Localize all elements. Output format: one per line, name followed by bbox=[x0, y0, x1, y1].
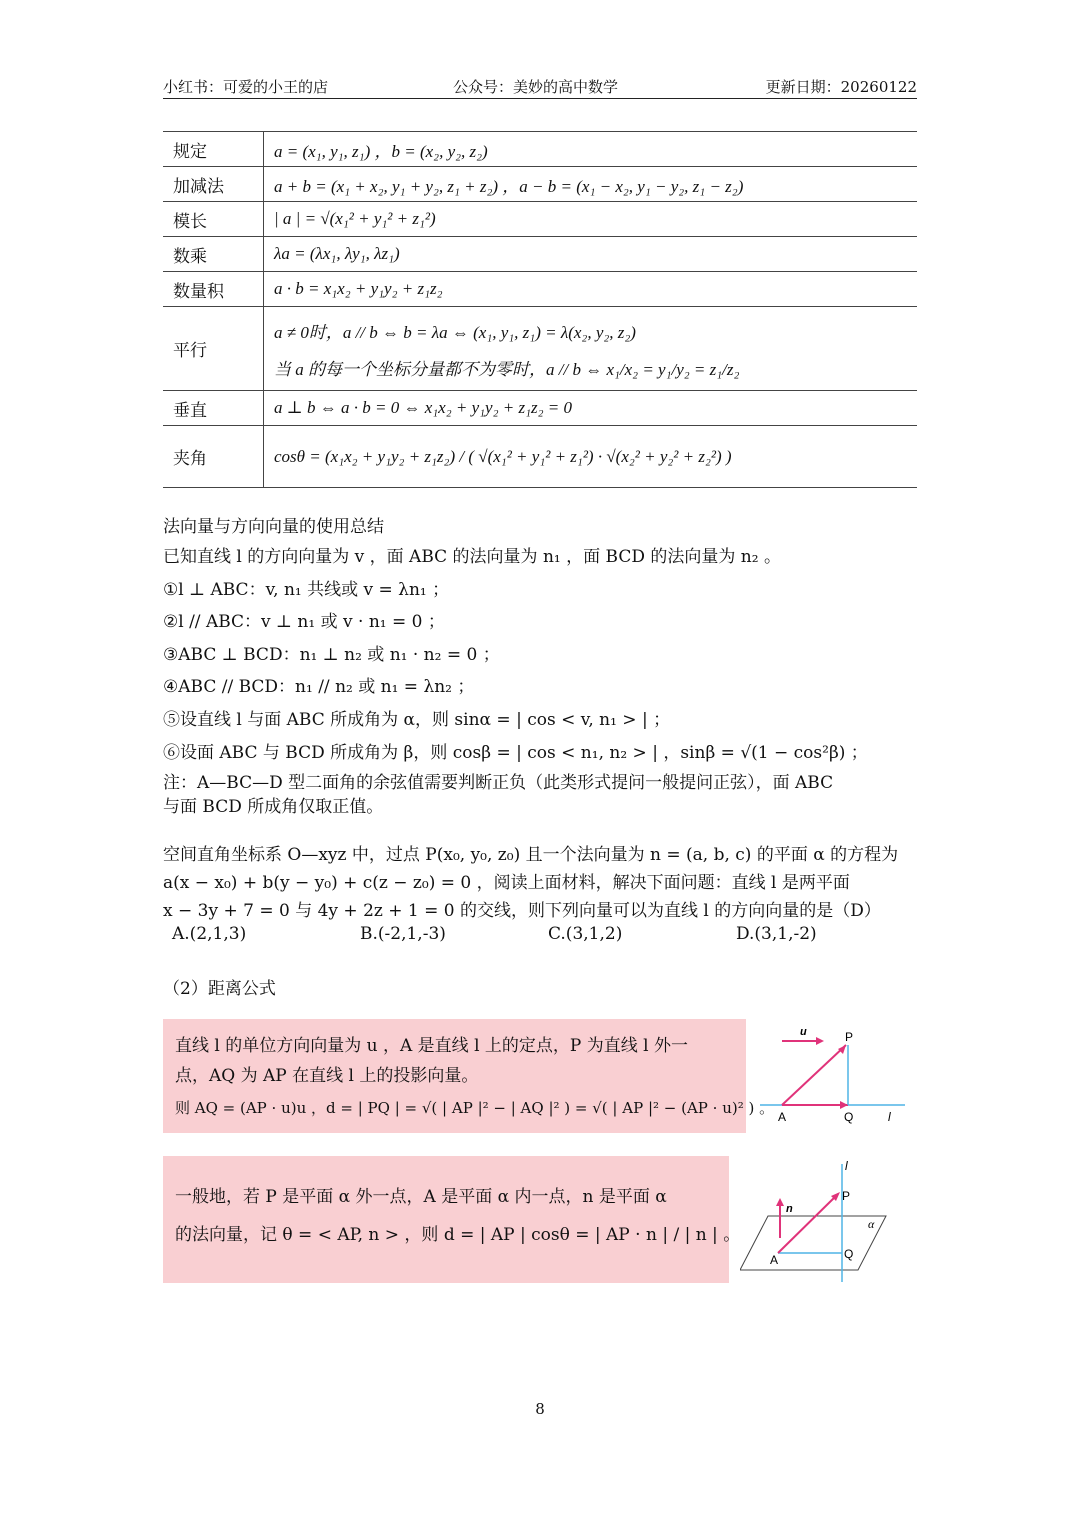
label-q: Q bbox=[844, 1110, 854, 1124]
distance-plane-box bbox=[163, 1156, 741, 1283]
plane-distance-figure bbox=[740, 1158, 890, 1283]
row-formula: a ⊥ b ⇔ a · b = 0 ⇔ x₁x₂ + y₁y₂ + z₁z₂ = 0 bbox=[264, 391, 918, 426]
table-row bbox=[163, 272, 917, 307]
row-formula: cosθ = (x₁x₂ + y₁y₂ + z₁z₂) / ( √(x₁² + y₁² + z₁²) · √(x₂² + y₂² + z₂²) ) bbox=[264, 426, 918, 488]
summary-note: 与面 BCD 所成角仅取正值。 bbox=[163, 797, 384, 817]
header-right: 更新日期：20260122 bbox=[765, 78, 917, 96]
table-row bbox=[163, 237, 917, 272]
row-key: 模长 bbox=[163, 202, 264, 237]
formula-table bbox=[163, 131, 917, 488]
section-title: （2）距离公式 bbox=[163, 979, 276, 999]
summary-item: ②l // ABC：v ⊥ n₁ 或 v · n₁ = 0 ； bbox=[163, 612, 445, 632]
summary-item: ③ABC ⊥ BCD：n₁ ⊥ n₂ 或 n₁ · n₂ = 0 ； bbox=[163, 645, 500, 665]
option-b: B.(-2,1,-3) bbox=[360, 924, 446, 944]
option-a: A.(2,1,3) bbox=[172, 924, 247, 944]
option-c: C.(3,1,2) bbox=[548, 924, 623, 944]
row-key: 规定 bbox=[163, 132, 264, 167]
row-formula: a = (x₁, y₁, z₁) ，b = (x₂, y₂, z₂) bbox=[264, 132, 918, 167]
label-q: Q bbox=[844, 1247, 854, 1261]
summary-item: ⑥设面 ABC 与 BCD 所成角为 β，则 cosβ = | cos < n₁, n₂ > | ，sinβ = √(1 − cos²β) ； bbox=[163, 743, 868, 763]
page-header bbox=[163, 76, 917, 99]
row-formula: a · b = x₁x₂ + y₁y₂ + z₁z₂ bbox=[264, 272, 918, 307]
table-row bbox=[163, 132, 917, 167]
table-row bbox=[163, 426, 917, 488]
summary-note: 注：A—BC—D 型二面角的余弦值需要判断正负（此类形式提问一般提问正弦），面 ABC bbox=[163, 773, 834, 793]
summary-item: ①l ⊥ ABC：v, n₁ 共线或 v = λn₁ ； bbox=[163, 580, 450, 600]
problem-line: 空间直角坐标系 O—xyz 中，过点 P(x₀, y₀, z₀) 且一个法向量为 n = (a, b, c) 的平面 α 的方程为 bbox=[163, 845, 899, 865]
row-formula bbox=[264, 307, 918, 391]
line-distance-figure bbox=[760, 1025, 910, 1130]
summary-intro: 已知直线 l 的方向向量为 v ，面 ABC 的法向量为 n₁ ，面 BCD 的法向量为 n₂ 。 bbox=[163, 547, 781, 567]
table-row bbox=[163, 307, 917, 391]
label-a: A bbox=[770, 1253, 779, 1267]
problem-line: x − 3y + 7 = 0 与 4y + 2z + 1 = 0 的交线，则下列向量可以为直线 l 的方向向量的是（D） bbox=[163, 901, 881, 921]
box-line: 点，AQ 为 AP 在直线 l 上的投影向量。 bbox=[175, 1066, 479, 1086]
row-key: 加减法 bbox=[163, 167, 264, 202]
label-l: l bbox=[845, 1159, 848, 1173]
box-line: 的法向量，记 θ = < AP, n > ，则 d = | AP | cosθ = | AP · n | / | n | 。 bbox=[175, 1225, 741, 1245]
row-formula: a + b = (x₁ + x₂, y₁ + y₂, z₁ + z₂) ，a − b = (x₁ − x₂, y₁ − y₂, z₁ − z₂) bbox=[264, 167, 918, 202]
summary-item: ⑤设直线 l 与面 ABC 所成角为 α，则 sinα = | cos < v, n₁ > | ； bbox=[163, 710, 671, 730]
label-l: l bbox=[888, 1110, 891, 1124]
parallel-line-2: 当 a 的每一个坐标分量都不为零时，a // b ⇔ x₁/x₂ = y₁/y₂ = z₁/z₂ bbox=[274, 359, 740, 379]
distance-line-box bbox=[163, 1019, 775, 1133]
summary-title: 法向量与方向向量的使用总结 bbox=[163, 517, 384, 537]
table-row bbox=[163, 202, 917, 237]
label-p: P bbox=[845, 1030, 854, 1044]
label-u: u bbox=[800, 1026, 807, 1038]
arrowhead bbox=[840, 1101, 848, 1109]
arrowhead bbox=[816, 1037, 824, 1045]
table-row bbox=[163, 391, 917, 426]
problem-line: a(x − x₀) + b(y − y₀) + c(z − z₀) = 0 ，阅读上面材料，解决下面问题：直线 l 是两平面 bbox=[163, 873, 850, 893]
summary-item: ④ABC // BCD：n₁ // n₂ 或 n₁ = λn₂ ； bbox=[163, 677, 475, 697]
table-row bbox=[163, 167, 917, 202]
row-formula: | a | = √(x₁² + y₁² + z₁²) bbox=[264, 202, 918, 237]
page-number: 8 bbox=[535, 1400, 545, 1418]
box-line: 一般地，若 P 是平面 α 外一点，A 是平面 α 内一点，n 是平面 α bbox=[175, 1187, 667, 1207]
row-key: 数量积 bbox=[163, 272, 264, 307]
vector-ap bbox=[782, 1045, 846, 1105]
label-p: P bbox=[842, 1189, 851, 1203]
row-key: 平行 bbox=[163, 307, 264, 391]
row-formula: λa = (λx₁, λy₁, λz₁) bbox=[264, 237, 918, 272]
label-alpha: α bbox=[868, 1217, 875, 1231]
label-n: n bbox=[786, 1203, 793, 1215]
plane-alpha bbox=[740, 1216, 886, 1270]
row-key: 数乘 bbox=[163, 237, 264, 272]
label-a: A bbox=[778, 1110, 787, 1124]
header-left: 小红书：可爱的小王的店 bbox=[163, 78, 329, 96]
arrowhead bbox=[776, 1198, 784, 1206]
box-line: 直线 l 的单位方向向量为 u ，A 是直线 l 上的定点，P 为直线 l 外一 bbox=[175, 1036, 689, 1056]
option-d: D.(3,1,-2) bbox=[736, 924, 817, 944]
parallel-line-1: a ≠ 0时，a // b ⇔ b = λa ⇔ (x₁, y₁, z₁) = λ(x₂, y₂, z₂) bbox=[274, 322, 636, 342]
row-key: 夹角 bbox=[163, 426, 264, 488]
header-center: 公众号：美妙的高中数学 bbox=[453, 78, 619, 96]
row-key: 垂直 bbox=[163, 391, 264, 426]
box-line: 则 AQ = (AP · u)u ，d = | PQ | = √( | AP |² − | AQ |² ) = √( | AP |² − (AP · u)² ) 。 bbox=[175, 1099, 775, 1117]
